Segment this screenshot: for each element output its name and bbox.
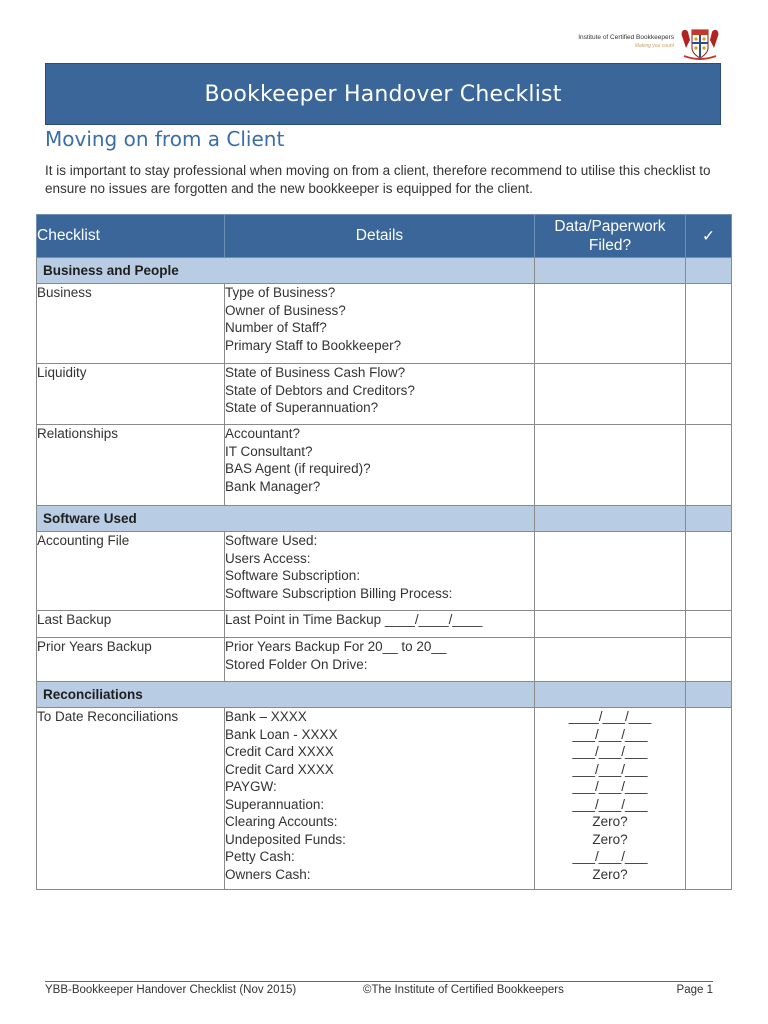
detail-line: Superannuation: (225, 796, 325, 812)
filed-cell[interactable] (535, 532, 686, 611)
details-cell (225, 638, 535, 682)
details-cell (225, 364, 535, 425)
detail-line: BAS Agent (if required)? (225, 461, 371, 476)
checklist-body (37, 258, 732, 890)
intro-paragraph: It is important to stay professional when moving on from a client, therefore recommend to utilise this checklist to ensure no issues are forgotten and the new bookkeeper is equipped for the client. (45, 163, 711, 196)
section-tick-cell (686, 682, 732, 708)
filed-cell[interactable] (535, 611, 686, 638)
detail-line: Petty Cash: (225, 849, 295, 864)
detail-line: Accountant? (225, 426, 301, 441)
checklist-item: Accounting File (37, 532, 225, 611)
filed-entry: ___/___/___ (572, 761, 648, 777)
column-header-details: Details (225, 215, 535, 258)
footer-copyright: ©The Institute of Certified Bookkeepers (363, 984, 564, 996)
filed-entry: ___/___/___ (572, 744, 648, 759)
section-tick-cell (686, 258, 732, 284)
tick-cell[interactable] (686, 532, 732, 611)
section-tick-cell (686, 506, 732, 532)
page-title: Bookkeeper Handover Checklist (204, 81, 562, 107)
checkmark-icon: ✓ (686, 215, 732, 258)
details-cell (225, 425, 535, 506)
detail-line: PAYGW: (225, 779, 277, 794)
tick-cell[interactable] (686, 364, 732, 425)
detail-line: State of Debtors and Creditors? (225, 382, 415, 398)
tick-cell[interactable] (686, 708, 732, 890)
detail-line: IT Consultant? (225, 443, 313, 459)
section-title: Business and People (37, 258, 535, 284)
detail-line: Software Used: (225, 533, 318, 548)
table-row (37, 611, 732, 638)
section-title: Reconciliations (37, 682, 535, 708)
tick-cell[interactable] (686, 638, 732, 682)
detail-line: State of Superannuation? (225, 400, 379, 415)
filed-cell[interactable] (535, 284, 686, 364)
section-row (37, 682, 732, 708)
footer-document-name: YBB-Bookkeeper Handover Checklist (Nov 2015) (45, 984, 297, 996)
filed-entry: ___/___/___ (572, 796, 648, 812)
filed-cell[interactable] (535, 425, 686, 506)
table-row (37, 364, 732, 425)
details-cell (225, 284, 535, 364)
tick-cell[interactable] (686, 284, 732, 364)
logo-tagline: Making you count (634, 43, 674, 49)
logo-name: Institute of Certified Bookkeepers (578, 34, 674, 41)
coat-of-arms-icon (678, 26, 722, 62)
detail-line: Credit Card XXXX (225, 761, 334, 777)
detail-line: Last Point in Time Backup ____/____/____ (225, 612, 483, 627)
checklist-item: Last Backup (37, 611, 225, 638)
checklist-item: Prior Years Backup (37, 638, 225, 682)
detail-line: Bank – XXXX (225, 709, 307, 724)
brand-logo (578, 26, 722, 62)
table-row (37, 638, 732, 682)
table-header-row (37, 215, 732, 258)
detail-line: Credit Card XXXX (225, 744, 334, 759)
detail-line: Prior Years Backup For 20__ to 20__ (225, 639, 447, 654)
section-heading: Moving on from a Client (45, 127, 285, 151)
details-cell (225, 532, 535, 611)
filed-entry: ___/___/___ (572, 779, 648, 794)
filed-cell[interactable] (535, 638, 686, 682)
table-row (37, 708, 732, 890)
footer-divider (45, 981, 713, 982)
title-banner (45, 63, 721, 125)
detail-line: Bank Manager? (225, 478, 321, 494)
table-row (37, 284, 732, 364)
detail-line: Owners Cash: (225, 866, 311, 882)
section-filed-cell (535, 506, 686, 532)
filed-entry: ___/___/___ (572, 849, 648, 864)
tick-cell[interactable] (686, 425, 732, 506)
checklist-item: To Date Reconciliations (37, 708, 225, 890)
checklist-table (36, 214, 732, 890)
footer-page-number: Page 1 (676, 984, 713, 996)
detail-line: Bank Loan - XXXX (225, 726, 338, 742)
filed-entry: Zero? (592, 831, 628, 847)
detail-line: Stored Folder On Drive: (225, 656, 368, 672)
table-row (37, 532, 732, 611)
details-cell (225, 708, 535, 890)
detail-line: Number of Staff? (225, 320, 327, 335)
column-header-filed: Data/Paperwork Filed? (535, 215, 686, 258)
detail-line: Type of Business? (225, 285, 336, 300)
filed-entry: ____/___/___ (568, 709, 652, 724)
section-row (37, 506, 732, 532)
details-cell (225, 611, 535, 638)
detail-line: Software Subscription: (225, 568, 361, 583)
checklist-item: Relationships (37, 425, 225, 506)
detail-line: Clearing Accounts: (225, 814, 338, 829)
section-title: Software Used (37, 506, 535, 532)
filed-entry: Zero? (592, 814, 628, 829)
filed-cell[interactable] (535, 364, 686, 425)
filed-cell[interactable] (535, 708, 686, 890)
logo-text (578, 34, 674, 49)
detail-line: Users Access: (225, 550, 311, 566)
section-filed-cell (535, 258, 686, 284)
checklist-item: Liquidity (37, 364, 225, 425)
detail-line: State of Business Cash Flow? (225, 365, 406, 380)
detail-line: Software Subscription Billing Process: (225, 585, 453, 601)
column-header-checklist: Checklist (37, 215, 225, 258)
detail-line: Owner of Business? (225, 302, 346, 318)
table-row (37, 425, 732, 506)
filed-entry: ___/___/___ (572, 726, 648, 742)
section-row (37, 258, 732, 284)
section-filed-cell (535, 682, 686, 708)
tick-cell[interactable] (686, 611, 732, 638)
checklist-item: Business (37, 284, 225, 364)
detail-line: Primary Staff to Bookkeeper? (225, 337, 402, 353)
detail-line: Undeposited Funds: (225, 831, 346, 847)
filed-entry: Zero? (592, 866, 628, 882)
